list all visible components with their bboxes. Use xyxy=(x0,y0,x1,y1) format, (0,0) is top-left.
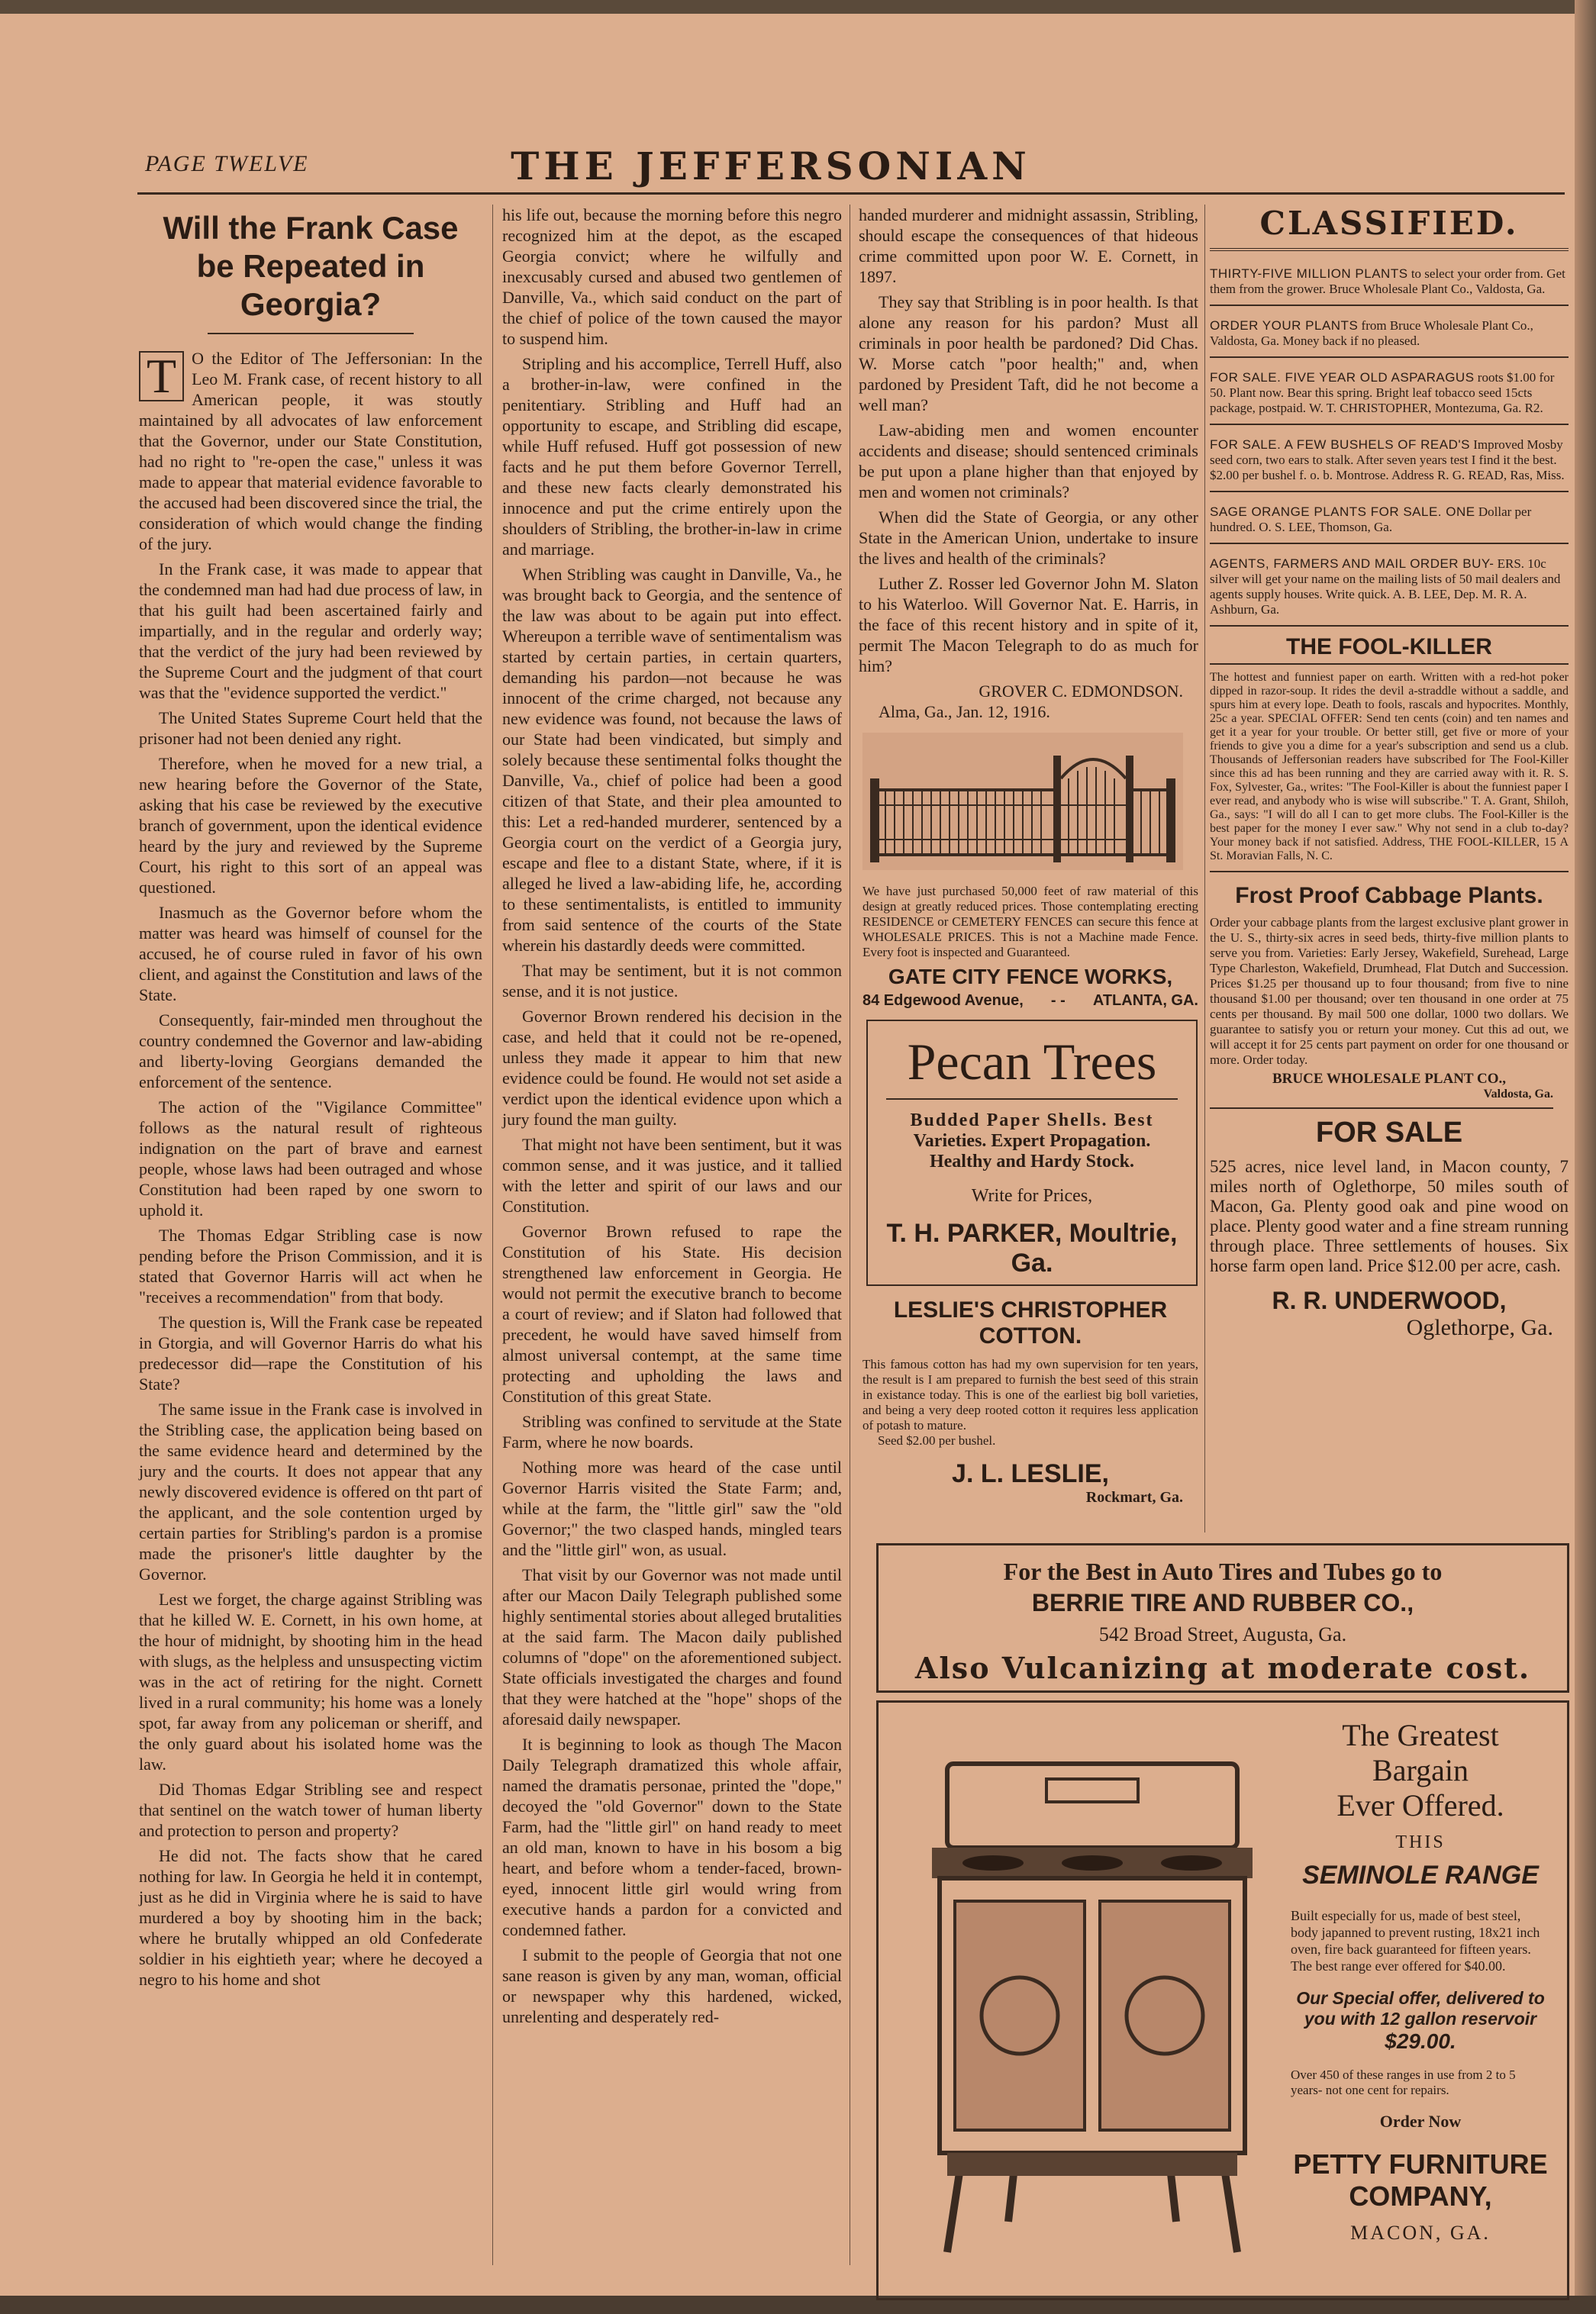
classified-item-text: Dollar per hundred. O. S. LEE, Thomson, Ga. xyxy=(1210,504,1532,534)
paragraph: Luther Z. Rosser led Governor John M. Slaton to his Waterloo. Will Governor Nat. E. Harris, in the face of this recent history and in spite of it, permit The Macon Telegraph to do as much for him? xyxy=(859,574,1198,675)
title-rule xyxy=(208,333,414,334)
classified-item xyxy=(1210,433,1569,492)
paragraph: Stribling was confined to servitude at the State Farm, where he now boards. xyxy=(502,1412,842,1452)
stove-illustration xyxy=(901,1733,1283,2283)
cabbage-city: Valdosta, Ga. xyxy=(1210,1088,1553,1109)
stove-ad-title: Ever Offered. xyxy=(1336,1788,1504,1823)
fence-ad-address: 84 Edgewood Avenue, xyxy=(862,992,1024,1009)
leslie-ad-title: LESLIE'S CHRISTOPHER COTTON. xyxy=(893,1297,1168,1349)
paragraph: He did not. The facts show that he cared nothing for law. In Georgia he held it in contempt, just as he did in Virginia where he is said to have murdered a boy by shooting him in the back; where he brutally whipped an old Confederate soldier in his eightieth year; where he decoyed a negro to his home and shot xyxy=(139,1846,482,1989)
stove-ad-note: Over 450 of these ranges in use from 2 to 5 years- not one cent for repairs. xyxy=(1291,2067,1516,2097)
fence-ad xyxy=(862,733,1198,1015)
paragraph: It is beginning to look as though The Macon Daily Telegraph dramatized this whole affair, named the dramatis personae, printed the "dope," decoyed the "old Governor" down to the State Farm, had the "little girl" on hand ready to meet an old man, known to have in his bosom a big heart, and before whom a tender-faced, brown-eyed, innocent little girl would wring from executive hands a pardon for a convicted and condemned father. xyxy=(502,1735,842,1939)
paragraph: The United States Supreme Court held that the prisoner had not been denied any right. xyxy=(139,708,482,748)
leslie-ad-price: Seed $2.00 per bushel. xyxy=(878,1433,996,1448)
stove-ad-city: MACON, GA. xyxy=(1350,2222,1491,2244)
seminole-range-ad xyxy=(876,1700,1569,2300)
paragraph: handed murderer and midnight assassin, Stribling, should escape the consequences of that hideous crime committed upon poor W. E. Cornett, in 1897. xyxy=(859,205,1198,286)
paragraph: The action of the "Vigilance Committee" follows as the natural result of righteous indignation on the part of brave and earnest people, whose laws had been outraged and whose Constitution had been raped by one sworn to uphold it. xyxy=(139,1097,482,1220)
paragraph: O the Editor of The Jeffersonian: In the Leo M. Frank case, of recent history to all American people, it was stoutly maintained by all advocates of law enforcement that the Governor, under our State Constitution, had no right to "re-open the case," unless it was made to appear that material evidence favorable to the accused had been discovered since the trial, the consideration of which would change the finding of the jury. xyxy=(139,349,482,553)
auto-ad-line: Also Vulcanizing at moderate cost. xyxy=(914,1651,1531,1685)
leslie-ad-name: J. L. LESLIE, xyxy=(952,1459,1109,1488)
pecan-trees-ad xyxy=(866,1020,1198,1286)
column-divider xyxy=(492,205,493,2265)
classified-item xyxy=(1210,500,1569,544)
paragraph: When did the State of Georgia, or any other State in the American Union, undertake to insure the lives and health of the criminals? xyxy=(859,508,1198,568)
paragraph: I submit to the people of Georgia that not one sane reason is given by any man, woman, official or newspaper why this hardened, wicked, unrelenting and desperately red- xyxy=(502,1945,842,2026)
classified-item-text: ERS. 10c silver will get your name on the mailing lists of 50 mail dealers and agents supply houses. Write quick. A. B. LEE, Dep. M. R. A. Ashburn, Ga. xyxy=(1210,556,1561,617)
dateline: Alma, Ga., Jan. 12, 1916. xyxy=(879,702,1050,721)
classified-item xyxy=(1210,552,1569,627)
stove-ad-company: PETTY FURNITURE COMPANY, xyxy=(1293,2148,1548,2212)
fence-ad-city: ATLANTA, GA. xyxy=(1092,992,1198,1009)
paragraph: Governor Brown refused to rape the Constitution of his State. His decision strengthened law enforcement in Georgia. He would not permit the executive branch to become a court of review; and if Slaton had followed that precedent, he would have saved himself from almost universal contempt, at the same time protecting and upholding the laws and Constitution of this great State. xyxy=(502,1222,842,1406)
pecan-ad-title: Pecan Trees xyxy=(907,1033,1157,1091)
stove-ad-this: THIS xyxy=(1395,1832,1446,1852)
classified-title: CLASSIFIED. xyxy=(1210,205,1569,251)
fence-ad-company: GATE CITY FENCE WORKS, xyxy=(888,965,1173,988)
fence-ad-dashes: - - xyxy=(1050,992,1066,1009)
for-sale-name: R. R. UNDERWOOD, xyxy=(1272,1287,1507,1314)
paragraph: Governor Brown rendered his decision in the case, and held that it could not be re-opened, unless they made it appear to him that new evidence could be found. He would not set aside a verdict upon the identical evidence upon which a jury found the man guilty. xyxy=(502,1007,842,1129)
paragraph: The Thomas Edgar Stribling case is now pending before the Prison Commission, and it is stated that Governor Harris will act when he "receives a recommendation" from that body. xyxy=(139,1226,482,1307)
masthead: THE JEFFERSONIAN xyxy=(511,143,1031,189)
paragraph: Therefore, when he moved for a new trial, a new hearing before the Governor of the State, asking that his case be reviewed by the executive branch of government, upon the identical evidence heard by the jury and reviewed by the Supreme Court, his right to this sort of an appeal was questioned. xyxy=(139,754,482,897)
paragraph: That may be sentiment, but it is not common sense, and it is not justice. xyxy=(502,961,842,1001)
classified-item xyxy=(1210,262,1569,306)
pecan-ad-line: Write for Prices, xyxy=(971,1186,1093,1206)
for-sale-title: FOR SALE xyxy=(1315,1117,1463,1149)
pecan-ad-line: Varieties. Expert Propagation. xyxy=(913,1131,1151,1151)
article-title-line: Georgia? xyxy=(240,286,382,322)
article-title-line: Will the Frank Case xyxy=(163,210,459,246)
cabbage-title: Frost Proof Cabbage Plants. xyxy=(1235,883,1543,908)
paragraph: When Stribling was caught in Danville, Va., he was brought back to Georgia, and the sentence of the law was about to be again put into effect. Whereupon a terrible wave of sentimentalism was started by certain parties, in certain quarters, demanding his pardon—not because he was innocent of the crime charged, not because any new evidence was found, not because the laws of our State had been vindicated, but simply and solely because these sentimental folks thought the Danville, Va., chief of police had been a good citizen of that State, and their plea amounted to this: Let a red-handed murderer, sentenced by a Georgia court on the verdict of a Georgia jury, escape and flee to a distant State, where, if it is alleged he lived a law-abiding life, he, according to these sentimentalists, is entitled to immunity from said sentence of the courts of the State wherein his dastardly deeds were committed. xyxy=(502,565,842,955)
article-column-1 xyxy=(139,205,482,2280)
paragraph: The same issue in the Frank case is involved in the Stribling case, the application being based on the same evidence heard and determined by the jury and the courts. It does not appear that any newly discovered evidence is offered on tht part of the applicant, and the sole contention urged by certain parties for Stribling's pardon is a promise made the prisoner's little daughter by the Governor. xyxy=(139,1400,482,1584)
fool-killer-body: The hottest and funniest paper on earth. Written with a red-hot poker dipped in razor-soup. It rides the devil a-straddle without a saddle, and spurs him at every lope. Death to fools, rascals and hypocrites. Monthly, 25c a year. SPECIAL OFFER: Send ten cents (coin) and ten names and get it a year for your trouble. Or better still, get five or more of your friends to give you a dime for a year's subscription and send us a club. Thousands of Jeffersonian readers have subscribed for The Fool-Killer since this ad has been running and they are carried away with it. R. S. Fox, Sylvester, Ga., writes: "The Fool-Killer is about the funniest paper I ever read, and anybody who is wise will subscribe." T. A. Grant, Shiloh, Ga., says: "I will do all I can to get more clubs. The Fool-Killer is the best paper for the money I ever saw." Why not send in a club to-day? Your money back if not satisfied. Address, THE FOOL-KILLER, 15 A St. Moravian Falls, N. C. xyxy=(1210,671,1569,872)
pecan-ad-name: T. H. PARKER, Moultrie, Ga. xyxy=(886,1219,1178,1278)
fence-ad-address-line xyxy=(862,992,1198,1010)
classified-column xyxy=(1210,205,1569,1540)
classified-item-lead: FOR SALE. A FEW BUSHELS OF READ'S xyxy=(1210,437,1470,452)
classified-item-text: Improved Mosby seed corn, two ears to stalk. After seven years test I find it the best. $2.00 per bushel f. o. b. Montrose. Address R. G. READ, Ras, Miss. xyxy=(1210,437,1565,482)
fence-ad-body: We have just purchased 50,000 feet of raw material of this design at greatly reduced prices. Those contemplating erecting RESIDENCE or CEMETERY FENCES can secure this fence at WHOLESALE PRICES. This is not a Machine made Fence. Every foot is inspected and Guaranteed. xyxy=(862,884,1198,959)
classified-item xyxy=(1210,366,1569,425)
classified-item-text: to select your order from. Get them from the grower. Bruce Wholesale Plant Co., Valdosta, Ga. xyxy=(1210,266,1565,296)
classified-item-lead: THIRTY-FIVE MILLION PLANTS xyxy=(1210,266,1408,281)
classified-item xyxy=(1210,314,1569,358)
fence-illustration xyxy=(862,733,1183,870)
leslie-ad-city: Rockmart, Ga. xyxy=(1085,1489,1183,1506)
article-column-3 xyxy=(859,205,1198,721)
article-title-line: be Repeated in xyxy=(196,248,425,284)
stove-ad-order: Order Now xyxy=(1379,2112,1462,2131)
article-column-2 xyxy=(502,205,842,2280)
stove-ad-offer: Our Special offer, delivered to you with 12 gallon reservoir xyxy=(1296,1988,1545,2029)
paragraph: Did Thomas Edgar Stribling see and respect that sentinel on the watch tower of human liberty and protection to person and property? xyxy=(139,1780,482,1840)
paragraph: his life out, because the morning before this negro recognized him at the depot, as the escaped Georgia convict; where he wilfully and inexcusably cursed and abused two gentlemen of Danville, Va., which said conduct on the part of the chief of police of the town caused the mayor to suspend him. xyxy=(502,205,842,348)
classified-item-text: from Bruce Wholesale Plant Co., Valdosta, Ga. Money back if no pleased. xyxy=(1210,318,1533,348)
drop-cap: T xyxy=(139,351,184,401)
cabbage-body: Order your cabbage plants from the largest exclusive plant grower in the U. S., thirty-six acres in seed beds, thirty-five million plants to serve you from. Varieties: Early Jersey, Wakefield, Surehead, Large Type Charleston, Wakefield, Drumhead, Flat Dutch and Succession. Prices $1.25 per thousand up to four thousand; from five to nine thousand $1.00 per thousand; over ten thousand in one order at 75 cents per thousand. By mail 500 one dollar, 1000 two dollars. We guarantee to satisfy you or return your money. Cut this ad out, we will accept it for 25 cents part payment on order for one thousand or more. Order today. xyxy=(1210,915,1569,1067)
stove-ad-desc: Built especially for us, made of best steel, body japanned to prevent rusting, 18x21 inch oven, fire back guaranteed for fifteen years. The best range ever offered for $40.00. xyxy=(1291,1908,1540,1974)
stove-ad-price: $29.00. xyxy=(1385,2029,1456,2053)
auto-tire-ad xyxy=(876,1543,1569,1693)
classified-item-lead: SAGE ORANGE PLANTS FOR SALE. ONE xyxy=(1210,504,1475,519)
paragraph: The question is, Will the Frank case be repeated in Gtorgia, and will Governor Harris do what his predecessor did—rape the Constitution of his State? xyxy=(139,1313,482,1394)
stove-ad-title: The Greatest Bargain xyxy=(1342,1718,1499,1787)
leslie-ad-body: This famous cotton has had my own supervision for ten years, the result is I am prepared to furnish the best seed of this strain in existance today. This is one of the earliest big boll varieties, and being a very deep rooted cotton it requires less application of potash to mature. xyxy=(862,1357,1198,1433)
auto-ad-company: BERRIE TIRE AND RUBBER CO., xyxy=(1031,1589,1414,1616)
paragraph: In the Frank case, it was made to appear that the condemned man had had due process of law, in that his guilt had been ascertained fairly and impartially, and in the regular and orderly way; that the verdict of the jury had been reviewed by the Supreme Court and the judgment of that court was that the "evidence supported the verdict." xyxy=(139,559,482,702)
leslie-cotton-ad xyxy=(862,1297,1198,1526)
paragraph: That visit by our Governor was not made until after our Macon Daily Telegraph published some highly sentimental stories about alleged brutalities at the said farm. The Macon daily published columns of "dope" on the aforementioned subject. State officials investigated the charges and found that they were hatched at the "hope" shops of the aforesaid daily newspaper. xyxy=(502,1565,842,1729)
for-sale-city: Oglethorpe, Ga. xyxy=(1406,1315,1553,1340)
paragraph: That might not have been sentiment, but it was common sense, and it was justice, and it tallied with the letter and spirit of our laws and our Constitution. xyxy=(502,1135,842,1216)
fool-killer-title: THE FOOL-KILLER xyxy=(1210,634,1569,665)
paragraph: Nothing more was heard of the case until Governor Harris visited the State Farm; and, while at the farm, the "little girl" saw the "old Governor;" the two clasped hands, mingled tears and the "little girl" won, as usual. xyxy=(502,1458,842,1559)
paragraph: Inasmuch as the Governor before whom the matter was heard was himself of counsel for the accused, he of course ruled in favor of his own client, and against the Constitution and laws of the State. xyxy=(139,903,482,1004)
paragraph: Stripling and his accomplice, Terrell Huff, also a brother-in-law, were confined in the penitentiary. Stribling and Huff had an opportunity to escape, and Stribling did escape, while Huff refused. Huff got possession of new facts and he put them before Governor Terrell, and these new facts clearly demonstrated his innocence and put the crime entirely upon the shoulders of Stribling, the brother-in-law in crime and marriage. xyxy=(502,354,842,559)
header-rule xyxy=(137,192,1565,195)
auto-ad-address: 542 Broad Street, Augusta, Ga. xyxy=(1098,1623,1347,1645)
article-title xyxy=(139,209,482,334)
page-right-edge xyxy=(1575,0,1596,2314)
stove-ad-text xyxy=(1291,1718,1550,2245)
paragraph: They say that Stribling is in poor health. Is that alone any reason for his pardon? Must all criminals in poor health be pardoned? Did Chas. W. Morse catch "poor health;" and, when pardoned by President Taft, did he not become a well man? xyxy=(859,292,1198,414)
classified-item-text: roots $1.00 for 50. Plant now. Bear this spring. Bright leaf tobacco seed 15cts package, postpaid. W. T. CHRISTOPHER, Montezuma, Ga. R2. xyxy=(1210,370,1555,415)
signature: GROVER C. EDMONDSON. xyxy=(979,682,1183,701)
page-top-edge xyxy=(0,0,1596,14)
paragraph: Consequently, fair-minded men throughout the country condemned the Governor and law-abiding and liberty-loving Georgians demanded the enforcement of the sentence. xyxy=(139,1010,482,1091)
cabbage-company: BRUCE WHOLESALE PLANT CO., xyxy=(1272,1071,1506,1087)
classified-item-lead: ORDER YOUR PLANTS xyxy=(1210,318,1359,333)
column-divider xyxy=(1204,205,1205,1532)
page-number-label: PAGE TWELVE xyxy=(145,151,309,176)
stove-ad-product: SEMINOLE RANGE xyxy=(1302,1861,1539,1890)
pecan-ad-line: Budded Paper Shells. Best xyxy=(910,1110,1154,1130)
for-sale-body: 525 acres, nice level land, in Macon county, 7 miles north of Oglethorpe, 50 miles south of Macon, Ga. Plenty good oak and pine wood on place. Plenty good water and a fine stream running through place. Three settlements of houses. Six horse farm open land. Price $12.00 per acre, cash. xyxy=(1210,1157,1569,1275)
classified-item-lead: AGENTS, FARMERS AND MAIL ORDER BUY- xyxy=(1210,556,1494,571)
auto-ad-line: For the Best in Auto Tires and Tubes go to xyxy=(1003,1558,1443,1585)
paragraph: Law-abiding men and women encounter accidents and disease; should sentenced criminals be put upon a plane higher than that enjoyed by men and women not criminals? xyxy=(859,421,1198,501)
paragraph: Lest we forget, the charge against Stribling was that he killed W. E. Cornett, in his own home, at the hour of midnight, by shooting him in the head with slugs, as the helpless and unsuspecting victim was in the act of retiring for the night. Cornett lived in a rural community; his home was a lonely spot, far away from any policeman or sheriff, and the only guard about his isolated home was the law. xyxy=(139,1590,482,1774)
classified-item-lead: FOR SALE. FIVE YEAR OLD ASPARAGUS xyxy=(1210,370,1475,385)
pecan-ad-line: Healthy and Hardy Stock. xyxy=(929,1152,1135,1172)
